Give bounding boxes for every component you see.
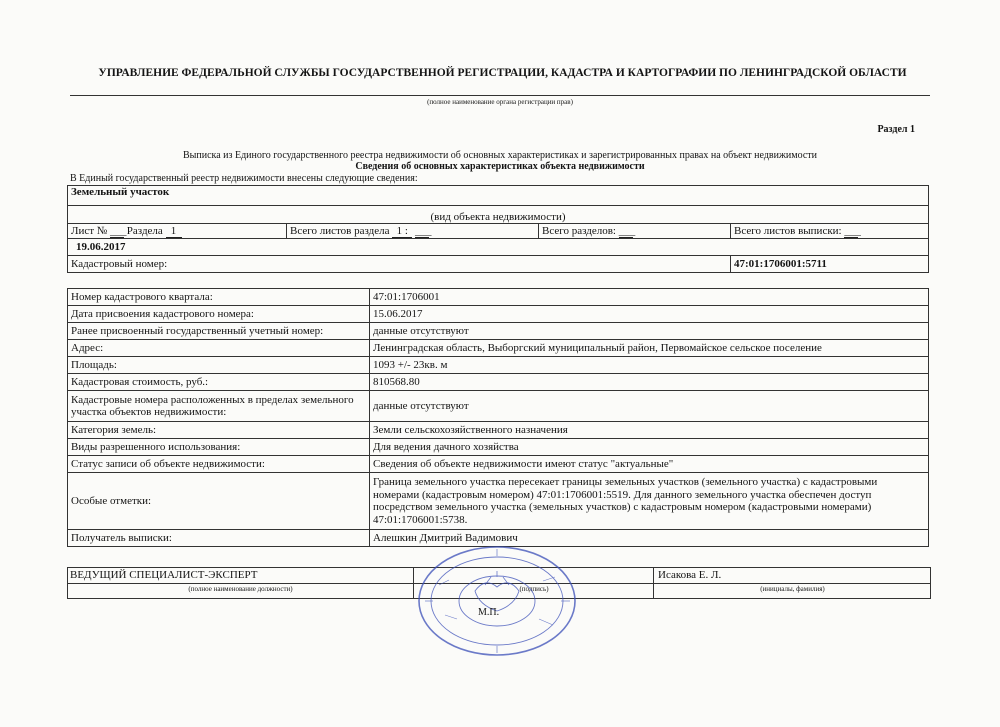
table-row (68, 323, 929, 340)
row-value: 15.06.2017 (370, 306, 929, 323)
row-label: Кадастровая стоимость, руб.: (68, 374, 370, 391)
extract-title: Выписка из Единого государственного реестра недвижимости об основных характеристиках и зарегистрированных правах на объект недвижимости (182, 150, 817, 161)
organization-caption: (полное наименование органа регистрации прав) (427, 98, 573, 106)
total-sheets-section-cell (287, 224, 539, 239)
table-row (68, 422, 929, 439)
table-row (68, 439, 929, 456)
row-label: Статус записи об объекте недвижимости: (68, 456, 370, 473)
object-type: Земельный участок (68, 186, 929, 206)
intro-text: В Единый государственный реестр недвижимости внесены следующие сведения: (70, 173, 418, 184)
table-row (68, 473, 929, 530)
row-value: Сведения об объекте недвижимости имеют статус "актуальные" (370, 456, 929, 473)
row-label: Виды разрешенного использования: (68, 439, 370, 456)
table-row (68, 456, 929, 473)
signer-name: Исакова Е. Л. (654, 568, 931, 584)
row-label: Адрес: (68, 340, 370, 357)
sheet-number-blank: ___ (110, 224, 127, 237)
table-row (68, 357, 929, 374)
sheet-number-cell (68, 224, 287, 239)
row-label: Номер кадастрового квартала: (68, 289, 370, 306)
section-ref-value: 1 (166, 225, 182, 238)
row-value: 810568.80 (370, 374, 929, 391)
row-label: Дата присвоения кадастрового номера: (68, 306, 370, 323)
table-row (68, 306, 929, 323)
table-row (68, 289, 929, 306)
row-label: Ранее присвоенный государственный учетный номер: (68, 323, 370, 340)
object-header-table (67, 185, 929, 273)
signature-caption: (подпись) (519, 585, 549, 593)
total-sheets-extract-blank: ___ (844, 224, 861, 237)
table-row (68, 391, 929, 422)
extract-date: 19.06.2017 (68, 239, 929, 256)
row-value: 47:01:1706001 (370, 289, 929, 306)
characteristics-table (67, 288, 929, 547)
total-sheets-section-blank: ___ (414, 224, 432, 237)
total-sections-blank: ___ (618, 224, 636, 237)
row-label: Кадастровые номера расположенных в пределах земельного участка объектов недвижимости: (68, 391, 370, 422)
row-value: Земли сельскохозяйственного назначения (370, 422, 929, 439)
total-sheets-extract-cell (731, 224, 929, 239)
total-sheets-section-value: 1 : (392, 225, 412, 238)
row-value: данные отсутствуют (370, 391, 929, 422)
row-label: Площадь: (68, 357, 370, 374)
table-row (68, 530, 929, 547)
total-sections-label: Всего разделов: (542, 224, 616, 237)
organization-name: УПРАВЛЕНИЕ ФЕДЕРАЛЬНОЙ СЛУЖБЫ ГОСУДАРСТВЕННОЙ РЕГИСТРАЦИИ, КАДАСТРА И КАРТОГРАФИИ ПО ЛЕНИНГРАДСКОЙ ОБЛАСТИ (98, 67, 907, 79)
organization-underline (70, 95, 930, 96)
row-value: 1093 +/- 23кв. м (370, 357, 929, 374)
name-caption: (инициалы, фамилия) (760, 585, 825, 593)
table-row (68, 374, 929, 391)
row-value: Ленинградская область, Выборгский муниципальный район, Первомайское сельское поселение (370, 340, 929, 357)
row-value: Алешкин Дмитрий Вадимович (370, 530, 929, 547)
sheet-number-label: Лист № (71, 224, 108, 237)
total-sections-cell (539, 224, 731, 239)
total-sheets-extract-label: Всего листов выписки: (734, 224, 842, 237)
row-label: Получатель выписки: (68, 530, 370, 547)
object-type-caption: (вид объекта недвижимости) (68, 206, 929, 224)
table-row (68, 340, 929, 357)
section-label: Раздел 1 (877, 124, 915, 135)
row-value: данные отсутствуют (370, 323, 929, 340)
row-label: Особые отметки: (68, 473, 370, 530)
row-label: Категория земель: (68, 422, 370, 439)
extract-subtitle: Сведения об основных характеристиках объекта недвижимости (355, 161, 645, 172)
position-caption: (полное наименование должности) (188, 585, 293, 593)
total-sheets-section-label: Всего листов раздела (290, 224, 390, 237)
position-title: ВЕДУЩИЙ СПЕЦИАЛИСТ-ЭКСПЕРТ (68, 568, 415, 584)
cadastral-number-value: 47:01:1706001:5711 (731, 256, 929, 273)
seal-label: М.П. (478, 607, 500, 618)
official-seal (415, 545, 580, 660)
row-value: Граница земельного участка пересекает границы земельных участков (земельного участка) с кадастровыми номерами (кадастровым номером) 47:01:1706001:5519. Для данного земельного участка обеспечен доступ посредством земельного участка (земельных участков) с кадастровым номером (кадастровыми номерами) 47:01:1706001:5738. (370, 473, 929, 530)
row-value: Для ведения дачного хозяйства (370, 439, 929, 456)
section-ref-label: Раздела (126, 224, 163, 237)
name-cell (653, 568, 931, 598)
cadastral-number-label: Кадастровый номер: (68, 256, 731, 273)
